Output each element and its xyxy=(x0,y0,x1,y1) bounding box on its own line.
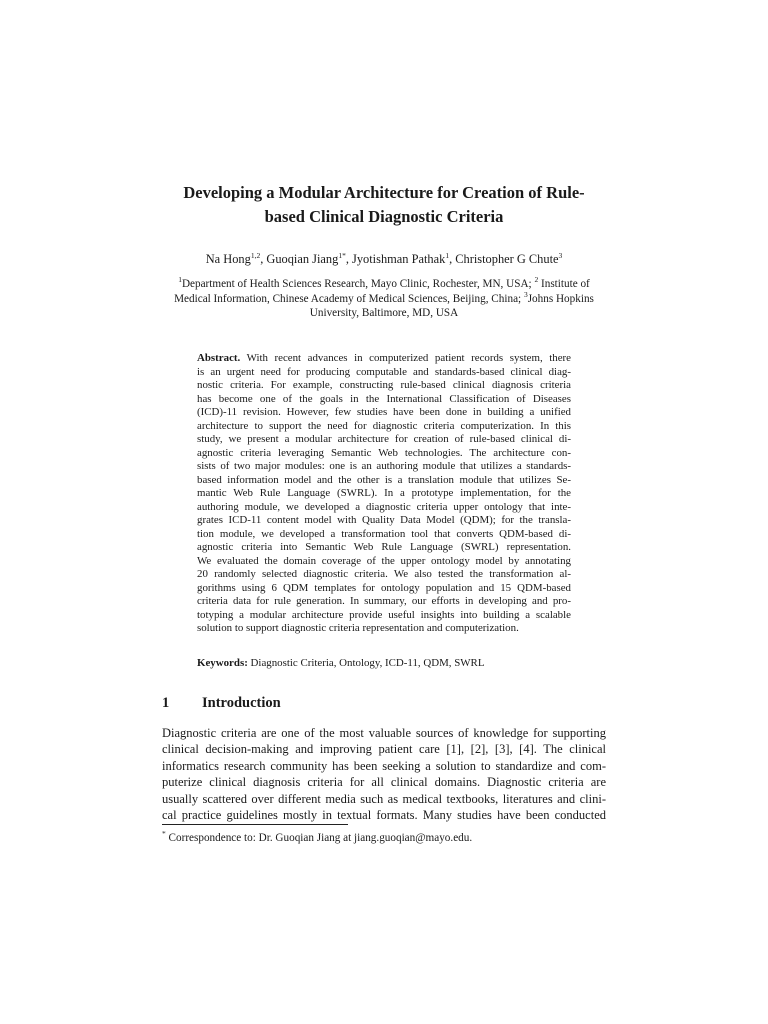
affiliation-text: Johns Hopkins xyxy=(527,292,594,305)
abstract-line: mantic Web Rule Language (SWRL). In a prototype implementation, for the xyxy=(197,487,571,500)
abstract-line xyxy=(197,352,571,366)
footnote-mark: * xyxy=(162,829,166,838)
body-line: usually scattered over different media such as medical textbooks, literatures and clini- xyxy=(162,791,606,806)
affil-mark: 1 xyxy=(178,275,182,284)
abstract-line: based information model and the other is a translation module that utilizes Se- xyxy=(197,473,571,486)
keywords xyxy=(197,656,571,670)
affil-mark: 3 xyxy=(523,289,528,299)
abstract-line: 20 randomly selected diagnostic criteria. We also tested the transformation al- xyxy=(197,568,571,581)
abstract-line: solution to support diagnostic criteria representation and computerization. xyxy=(197,622,519,635)
author-affil-mark: 1* xyxy=(338,251,346,260)
footnote xyxy=(162,831,472,845)
title-line-1: Developing a Modular Architecture for Creation of Rule- xyxy=(183,183,585,202)
section-title: Introduction xyxy=(202,695,281,711)
body-line: informatics research community has been seeking a solution to standardize and com- xyxy=(162,758,606,773)
abstract-label: Abstract. xyxy=(197,352,241,364)
abstract-line: grates ICD-11 content model with Quality Data Model (QDM); for the transla- xyxy=(197,514,571,527)
abstract-line: architecture to support the need for diagnostic criteria computerization. In this xyxy=(197,419,571,432)
author-name: Na Hong xyxy=(205,252,251,266)
abstract-line: is an urgent need for producing computable and standards-based clinical diag- xyxy=(197,365,571,378)
abstract-line: nostic criteria. For example, constructing rule-based clinical diagnosis criteria xyxy=(197,379,571,392)
affiliations xyxy=(150,277,618,321)
affiliation-line-2 xyxy=(150,289,618,307)
author-separator: , xyxy=(449,252,456,266)
author-separator: , xyxy=(260,252,267,266)
title-line-2: based Clinical Diagnostic Criteria xyxy=(264,207,504,226)
abstract-line: study, we present a modular architecture for creation of rule-based clinical di- xyxy=(197,433,571,446)
abstract-line: We evaluated the domain coverage of the upper ontology model by annotating xyxy=(197,554,571,567)
affiliation-line-3: University, Baltimore, MD, USA xyxy=(309,307,459,319)
abstract-line: agnostic criteria leveraging Semantic Web technologies. The architecture con- xyxy=(197,446,571,459)
abstract-line: (ICD)-11 revision. However, few studies have been done in building a unified xyxy=(197,406,571,419)
section-number: 1 xyxy=(162,695,170,711)
abstract-line: tion module, we developed a transformation tool that converts QDM-based di- xyxy=(197,527,571,540)
section-heading xyxy=(162,693,281,713)
affiliation-text: Medical Information, Chinese Academy of Medical Sciences, Beijing, China; xyxy=(174,292,524,305)
body-line: puterize clinical diagnosis criteria for all clinical domains. Diagnostic criteria are xyxy=(162,775,606,790)
author-affil-mark: 3 xyxy=(558,251,563,260)
abstract-line: totyping a modular architecture provide useful insights into building a scalable xyxy=(197,608,571,621)
affil-mark: 2 xyxy=(534,275,539,284)
author-name: Guoqian Jiang xyxy=(266,252,339,266)
author-affil-mark: 1 xyxy=(445,251,450,260)
author-affil-mark: 1,2 xyxy=(250,251,261,260)
body-line: clinical decision-making and improving patient care [1], [2], [3], [4]. The clinical xyxy=(162,742,606,757)
abstract-line: sists of two major modules: one is an authoring module that utilizes a standards- xyxy=(197,460,571,473)
keywords-label: Keywords: xyxy=(197,657,248,669)
affiliation-text: Department of Health Sciences Research, Mayo Clinic, Rochester, MN, USA; xyxy=(181,278,535,290)
body-line: cal practice guidelines mostly in textual formats. Many studies have been conducted xyxy=(162,807,606,822)
abstract-line: authoring module, we developed a diagnostic criteria upper ontology that inte- xyxy=(197,500,571,513)
author-name: Jyotishman Pathak xyxy=(352,252,446,266)
body-text xyxy=(162,725,606,823)
affiliation-text: Institute of xyxy=(538,278,590,290)
author-name: Christopher G Chute xyxy=(455,252,559,266)
abstract xyxy=(197,352,571,636)
footnote-rule xyxy=(162,824,348,825)
author-separator: , xyxy=(345,252,353,266)
author-list xyxy=(100,251,668,267)
abstract-line: has become one of the goals in the International Classification of Diseases xyxy=(197,392,571,405)
paper-title xyxy=(150,181,618,229)
footnote-text: Correspondence to: Dr. Guoqian Jiang at jiang.guoqian@mayo.edu. xyxy=(165,832,473,844)
abstract-line: gorithms using 6 QDM templates for ontology population and 15 QDM-based xyxy=(197,581,571,594)
keywords-text: Diagnostic Criteria, Ontology, ICD-11, QDM, SWRL xyxy=(247,657,485,669)
abstract-text: With recent advances in computerized patient records system, there xyxy=(240,352,571,364)
affiliation-line-1 xyxy=(150,277,618,292)
body-line: Diagnostic criteria are one of the most valuable sources of knowledge for supporting xyxy=(162,726,606,740)
abstract-line: agnostic criteria into Semantic Web Rule Language (SWRL) representation. xyxy=(197,541,571,554)
abstract-line: criteria data for rule generation. In summary, our efforts in developing and pro- xyxy=(197,595,571,608)
